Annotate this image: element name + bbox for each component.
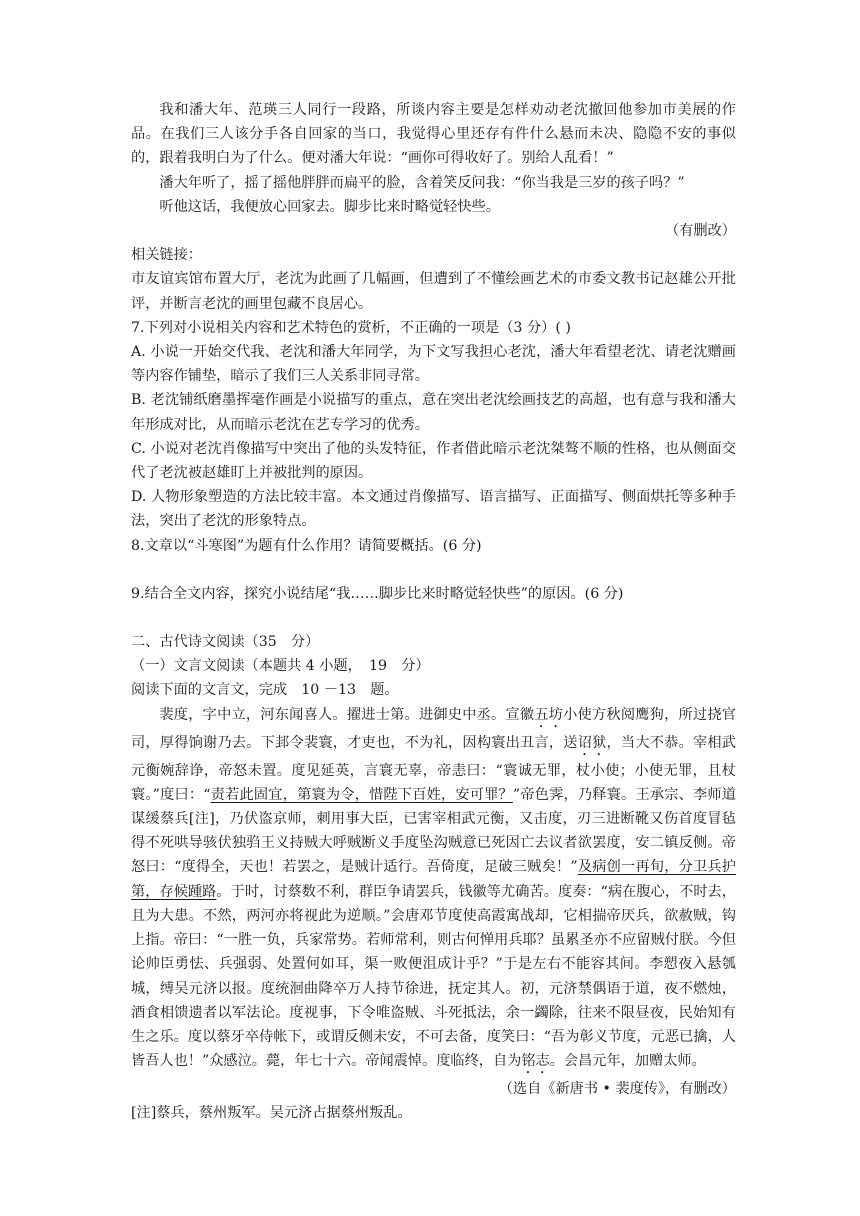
emphasized-term: 铭志 <box>521 1053 550 1070</box>
answer-space <box>131 558 736 582</box>
story-source: （有删改） <box>665 223 736 240</box>
section-2-subtitle: （一）文言文阅读（本题共 4 小题， 19 分） <box>131 658 430 675</box>
question-7-option-a: A. 小说一开始交代我、老沈和潘大年同学，为下文写我担心老沈，潘大年看望老沈、请老沈赠画等内容作铺垫，暗示了我们三人关系非同寻常。 <box>131 344 736 385</box>
story-paragraph-3: 听他这话，我便放心回家去。脚步比来时略觉轻快些。 <box>159 198 500 215</box>
question-7-option-b: B. 老沈铺纸磨墨挥毫作画是小说描写的重点，意在突出老沈绘画技艺的高超，也有意与我和潘大年形成对比，从而暗示老沈在艺专学习的优秀。 <box>131 392 736 433</box>
links-text: 市友谊宾馆布置大厅，老沈为此画了几幅画，但遭到了不懂绘画艺术的市委文教书记赵雄公开批评，并断言老沈的画里包藏不良居心。 <box>131 271 736 312</box>
text-run: ，当大不恭。宰相武元衡婉辞诤，帝怒未置。度见延英，言寰无辜，帝恚曰：“寰诚无罪，杖小使；小使无罪，且杖寰。”度曰：“ <box>131 734 736 803</box>
text-run: 。于时，讨蔡数不利，群臣争请罢兵，钱徽等尤确苦。度奏：“病在腹心，不时去，且为大患。不然，两河亦将视此为逆顺。”会唐邓节度使高霞寓战却，它相揣帝厌兵，欲赦贼，钩上指。帝曰：“一胜一负，兵家常势。若师常利，则古何惮用兵耶？虽累圣亦不应留贼付朕。今但论帅臣勇怯、兵强弱、处置何如耳，渠一败便沮成计乎？”于是左右不能容其间。李愬夜入悬瓠城，缚吴元济以报。度统洄曲降卒万人持节徐进，抚定其人。初，元济禁偶语于道，夜不燃烛，酒食相馈遗者以军法论。度视事，下令唯盗贼、斗死抵法，余一蠲除，往来不限昼夜，民始知有生之乐。度以蔡牙卒侍帐下，或谓反侧未安，不可去备，度笑曰：“吾为彰义节度，元恶已擒，人皆吾人也！”众感泣。薨，年七十六。帝闻震悼。度临终，自为 <box>131 883 736 1070</box>
question-7-option-c: C. 小说对老沈肖像描写中突出了他的头发特征，作者借此暗示老沈桀骜不顺的性格，也从侧面交代了老沈被赵雄盯上并被批判的原因。 <box>131 440 736 482</box>
question-7-stem: 7.下列对小说相关内容和艺术特色的赏析，不正确的一项是（3 分）( ) <box>131 319 571 336</box>
question-8: 8.文章以“斗寒图”为题有什么作用？请简要概括。(6 分) <box>131 537 482 554</box>
links-title: 相关链接： <box>131 247 202 264</box>
underlined-sentence: 及病创一再旬，分卫兵护第，存候踵路 <box>131 859 736 900</box>
underlined-sentence: 责若此固宜，第寰为令，惜陛下百姓，安可罪？ <box>210 786 513 803</box>
answer-space <box>131 606 736 630</box>
classical-note: [注]蔡兵，蔡州叛军。吴元济占据蔡州叛乱。 <box>131 1105 412 1122</box>
emphasized-term: 五坊 <box>534 706 564 723</box>
text-run: 。会昌元年，加赠太师。 <box>549 1053 706 1070</box>
text-run: ”帝色霁，乃释寰。王承宗、李师道谋缓蔡兵[注]，乃伏盗京师，刺用事大臣，已害宰相武元衡，又击度，刃三进断靴又伤首度冒毡得不死哄导骇伏独驺王义持贼大呼贼断义手度坠沟贼意已死因亡去议者欲罢度，安二镇反侧。帝怒曰：“度得全，天也！若罢之，是贼计适行。吾倚度，足破三贼矣！” <box>131 786 736 876</box>
story-paragraph-2: 潘大年听了，摇了摇他胖胖而扁平的脸，含着笑反问我：“你当我是三岁的孩子吗？” <box>159 174 685 191</box>
section-2-title: 二、古代诗文阅读（35 分） <box>131 634 320 651</box>
section-2-instruction: 阅读下面的文言文，完成 10 －13 题。 <box>131 682 399 699</box>
question-9: 9.结合全文内容，探究小说结尾“我……脚步比来时略觉轻快些”的原因。(6 分) <box>131 585 624 602</box>
classical-source: （选自《新唐书 • 裴度传》，有删改） <box>498 1081 736 1098</box>
story-paragraph-1: 我和潘大年、范瑛三人同行一段路，所谈内容主要是怎样劝动老沈撤回他参加市美展的作品。在我们三人该分手各自回家的当口，我觉得心里还存有件什么悬而未决、隐隐不安的事似的，跟着我明白为了什么。便对潘大年说：“画你可得收好了。别给人乱看！” <box>131 102 736 167</box>
text-run: 小使方秋阅鹰狗，所过挠官司，厚得饷谢乃去。下邽令裴寰，才吏也，不为礼，因构寰出丑言，送 <box>131 706 736 751</box>
classical-text <box>131 703 736 1077</box>
question-7-option-d: D. 人物形象塑造的方法比较丰富。本文通过肖像描写、语言描写、正面描写、侧面烘托等多种手法，突出了老沈的形象特点。 <box>131 489 736 530</box>
text-run: 裴度，字中立，河东闻喜人。擢进士第。进御史中丞。宣徽 <box>159 706 535 723</box>
emphasized-term: 诏狱 <box>577 734 607 751</box>
